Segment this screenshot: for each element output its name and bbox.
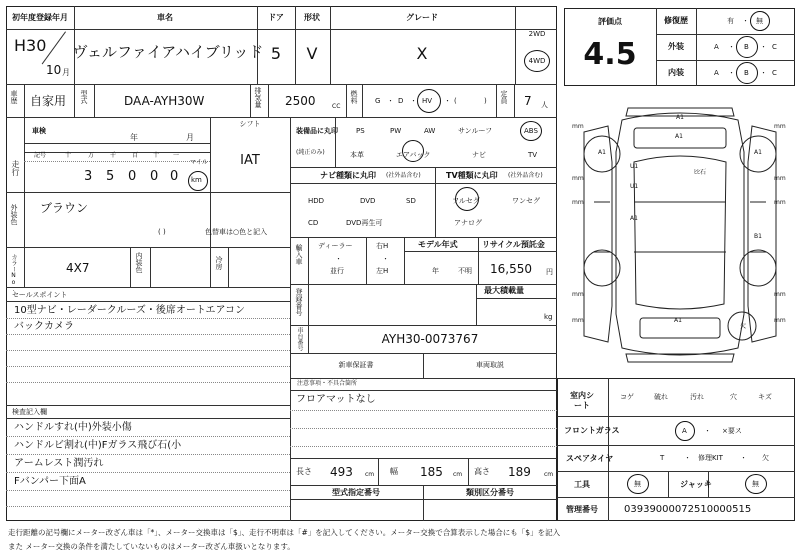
hgt-unit: cm (544, 471, 554, 478)
nav-dvd: DVD (360, 197, 376, 205)
svg-text:mm: mm (572, 175, 584, 182)
footer-note-2: また メーター交換の条件を満たしていないものはメーター改ざん車扱いとなります。 (8, 542, 295, 551)
nav-hdd: HDD (308, 197, 325, 205)
grade-label: グレード (406, 13, 438, 22)
jack-label: ジャッキ (680, 480, 712, 489)
ext-grade-b: B (744, 43, 749, 51)
disp-label: 排気量 (254, 87, 262, 108)
score: 4.5 (583, 37, 637, 72)
drive-2wd: 2WD (528, 30, 546, 38)
mileage-digit: 0 (128, 169, 137, 184)
report-label: 検査記入欄 (12, 408, 47, 416)
fuel-paren-open: ( (454, 97, 457, 105)
len-unit: cm (365, 471, 375, 478)
inspection-month: 月 (186, 133, 194, 142)
grade: X (416, 44, 428, 63)
mgmt-label: 管理番号 (566, 505, 598, 514)
equip-leather: 本革 (350, 151, 364, 159)
import-lh: 左H (376, 267, 389, 275)
repair-no: 無 (756, 17, 763, 25)
report-line: アームレスト潤汚れ (14, 458, 104, 469)
nav-cd: CD (308, 219, 319, 227)
cap-label: 定員 (500, 90, 508, 104)
reg-era: H30 (14, 36, 47, 55)
nav-note: (社外品含む) (386, 172, 421, 179)
nav-dvd-play: DVD再生可 (346, 219, 383, 227)
equip-sub: (純正のみ) (296, 149, 325, 156)
mileage-digit: 5 (106, 169, 115, 184)
int-grade-c: C (772, 69, 777, 77)
footer-note-1: 走行距離の記号欄にメーター改ざん車は「*」、メーター交換車は「$」、走行不明車は「#」を記入してください。メーター交換で合算表示した場合にも「$」を記入 (8, 528, 561, 537)
fuel-dot: ・ (387, 97, 394, 105)
svg-text:mm: mm (572, 291, 584, 298)
damage-a1: A1 (754, 149, 762, 156)
chassis-label: 車台番号 (296, 327, 303, 351)
interior-scratch: キズ (758, 393, 772, 401)
shape: V (306, 44, 318, 63)
int-dot: ・ (728, 69, 735, 77)
spare-missing: 欠 (762, 454, 769, 462)
interior-tear: 破れ (654, 393, 668, 401)
svg-text:mm: mm (572, 199, 584, 206)
equip-sunroof: サンルーフ (458, 127, 493, 135)
mileage-label: 走行 (11, 160, 20, 176)
color-no: 4X7 (66, 261, 90, 275)
chassis: AYH30-0073767 (381, 332, 479, 346)
len-label: 長さ (296, 467, 312, 476)
report-line: Fバンパー下面A (14, 476, 86, 487)
damage-a1: A1 (674, 317, 682, 324)
fuel-dot: ・ (444, 97, 451, 105)
sales-line: バックカメラ (14, 321, 74, 332)
mileage-sub-symbol: 記号 (34, 152, 47, 159)
mileage-sub: 万 (88, 152, 95, 159)
equip-pw: PW (390, 127, 402, 135)
len: 493 (330, 465, 353, 479)
vehicle-manual: 車両取説 (476, 361, 504, 369)
interior-stain: 汚れ (690, 393, 704, 401)
color-no-label: カラーNo. (10, 254, 17, 293)
equip-ps: PS (356, 127, 365, 135)
int-label: 内装 (668, 68, 684, 77)
glass-label: フロントガラス (564, 426, 620, 435)
mileage-sub: 一 (173, 152, 180, 159)
shift: IAT (240, 153, 260, 168)
equip-aw: AW (424, 127, 436, 135)
import-label: 輸入車 (295, 244, 303, 265)
inspection-label: 車検 (32, 127, 46, 135)
equip-navi: ナビ (472, 151, 486, 159)
import-rh: 右H (376, 242, 389, 250)
repair-dot: ・ (742, 17, 749, 25)
nav-sd: SD (406, 197, 416, 205)
reg-month-unit: 月 (62, 68, 70, 77)
reg-month: 10 (46, 63, 62, 77)
spare-t: T (660, 454, 665, 462)
recycle: 16,550 (490, 262, 532, 276)
tv-title: TV種類に丸印 (446, 171, 498, 180)
fuel-hv: HV (422, 97, 433, 105)
int-grade-b: B (744, 69, 749, 77)
equip-tv: TV (528, 151, 538, 159)
mileage-sub: 百 (132, 152, 139, 159)
max-load-label: 最大積載量 (484, 286, 524, 295)
ext-dot: ・ (728, 43, 735, 51)
jack-value: 無 (752, 480, 759, 488)
sales-label: セールスポイント (12, 291, 68, 299)
car-name: ヴェルファイアハイブリッド (72, 43, 264, 61)
glass-dot: ・ (704, 427, 711, 435)
hgt: 189 (508, 465, 531, 479)
max-load-kg: kg (544, 313, 553, 321)
model-year-label: モデル年式 (418, 240, 458, 249)
ext-grade-c: C (772, 43, 777, 51)
import-dot: ・ (335, 255, 342, 263)
wid-unit: cm (453, 471, 463, 478)
color-paren: ( ) (158, 228, 166, 236)
notes: フロアマットなし (296, 394, 376, 405)
drive-4wd: 4WD (528, 57, 546, 65)
cap-unit: 人 (541, 101, 548, 109)
door-label: ドア (268, 13, 284, 22)
use: 自家用 (30, 94, 67, 108)
svg-text:mm: mm (774, 123, 786, 130)
model-year-unit: 年 (432, 267, 439, 275)
new-car-guarantee: 新車保証書 (338, 361, 374, 369)
svg-text:mm: mm (572, 317, 584, 324)
damage-u1: U1 (630, 163, 639, 170)
spare-dot: ・ (684, 454, 691, 462)
damage-a1: A1 (630, 215, 638, 222)
sales-line: 10型ナビ・レーダークルーズ・後席オートエアコン (14, 305, 246, 316)
fuel-paren-close: ) (484, 97, 487, 105)
damage-labels (598, 114, 762, 330)
report-line: ハンドルすれ(中)外装小傷 (14, 422, 132, 433)
recycle-yen: 円 (546, 268, 553, 276)
color-value: ブラウン (40, 201, 89, 215)
fuel-g: G (375, 97, 381, 105)
use-label: 車歴 (10, 90, 18, 104)
fuel-d: D (398, 97, 404, 105)
damage-a1: A1 (675, 133, 683, 140)
spare-dot: ・ (740, 454, 747, 462)
score-label: 評価点 (598, 17, 622, 26)
mileage-sub: 千 (110, 152, 117, 159)
import-parallel: 並行 (330, 267, 344, 275)
spare-label: スペアタイヤ (566, 454, 614, 463)
color-change: 色替車は○色と記入 (205, 228, 268, 236)
svg-text:mm: mm (572, 123, 584, 130)
car-name-label: 車名 (157, 13, 173, 22)
svg-text:mm: mm (774, 199, 786, 206)
door-count: 5 (270, 44, 282, 63)
wid: 185 (420, 465, 443, 479)
mileage-digit: 0 (170, 169, 179, 184)
repair-label: 修復歴 (664, 16, 688, 25)
repair-yes: 有 (727, 17, 734, 25)
equip-airbag: エアバック (396, 151, 431, 159)
car-diagram (564, 92, 796, 378)
ext-dot: ・ (760, 43, 767, 51)
model-label: 型式 (80, 90, 88, 104)
tv-analog: アナログ (454, 219, 482, 227)
mileage-digit: 0 (150, 169, 159, 184)
interior-label: 室内シート (570, 391, 594, 410)
type-designation-label: 型式指定番号 (332, 488, 380, 497)
svg-text:mm: mm (774, 291, 786, 298)
damage-b1: B1 (754, 233, 762, 240)
tools-value: 無 (634, 480, 641, 488)
spare-kit: 修理KIT (698, 454, 723, 462)
shift-label: シフト (239, 120, 261, 128)
mile: マイル (190, 159, 208, 166)
disp: 2500 (285, 94, 316, 108)
tv-note: (社外品含む) (508, 172, 543, 179)
report-line: ハンドルビ割れ(中)Fガラス飛び石(小 (14, 440, 182, 451)
int-color-label: 内装色 (135, 252, 143, 273)
km: km (191, 176, 202, 184)
color-label: 外装色 (10, 204, 18, 225)
first-reg-label: 初年度登録年月 (12, 13, 68, 22)
nav-title: ナビ種類に丸印 (320, 171, 376, 180)
cap: 7 (524, 94, 532, 108)
fuel-label: 燃料 (350, 90, 358, 104)
interior-hole: 穴 (730, 393, 737, 401)
glass-a: A (682, 427, 687, 435)
notes-label: 注意事項・不具合箇所 (297, 380, 358, 387)
damage-u1: U1 (630, 183, 639, 190)
model: DAA-AYH30W (124, 94, 205, 108)
ac-label: 冷房 (215, 256, 223, 270)
ext-label: 外装 (668, 42, 684, 51)
glass-replace: ×要ス (722, 427, 742, 435)
int-dot: ・ (760, 69, 767, 77)
mileage-digit: 3 (84, 169, 93, 184)
damage-a1: A1 (598, 149, 606, 156)
mileage-sub: 十 (65, 152, 72, 159)
damage-a1: A1 (676, 114, 684, 121)
tv-oneseg: ワンセグ (512, 197, 540, 205)
wid-label: 幅 (390, 467, 398, 476)
tools-label: 工具 (574, 480, 590, 489)
category-label: 類別区分番号 (466, 488, 514, 497)
mgmt-value: 03939000072510000515 (624, 504, 752, 515)
shape-label: 形状 (304, 13, 320, 22)
hgt-label: 高さ (474, 467, 490, 476)
import-dot2: ・ (382, 255, 389, 263)
svg-text:mm: mm (774, 317, 786, 324)
equip-label: 装備品に丸印 (296, 127, 338, 135)
inspection-year: 年 (130, 133, 138, 142)
tv-fullseg: フルセグ (452, 197, 480, 205)
mileage-sub: 十 (153, 152, 160, 159)
import-dealer: ディーラー (318, 242, 353, 250)
fuel-dot: ・ (410, 97, 417, 105)
reg-no-label: 登録番号 (295, 288, 303, 316)
damage-chip: ﾋﾋ石 (694, 169, 707, 176)
equip-abs: ABS (524, 127, 538, 135)
svg-text:mm: mm (774, 175, 786, 182)
ext-grade-a: A (714, 43, 719, 51)
cc: CC (332, 103, 341, 110)
int-grade-a: A (714, 69, 719, 77)
model-year-unknown: 不明 (458, 267, 472, 275)
interior-burn: コゲ (620, 393, 634, 401)
damage-missing: 欠 (740, 323, 747, 330)
recycle-label: リサイクル預託金 (482, 240, 545, 249)
